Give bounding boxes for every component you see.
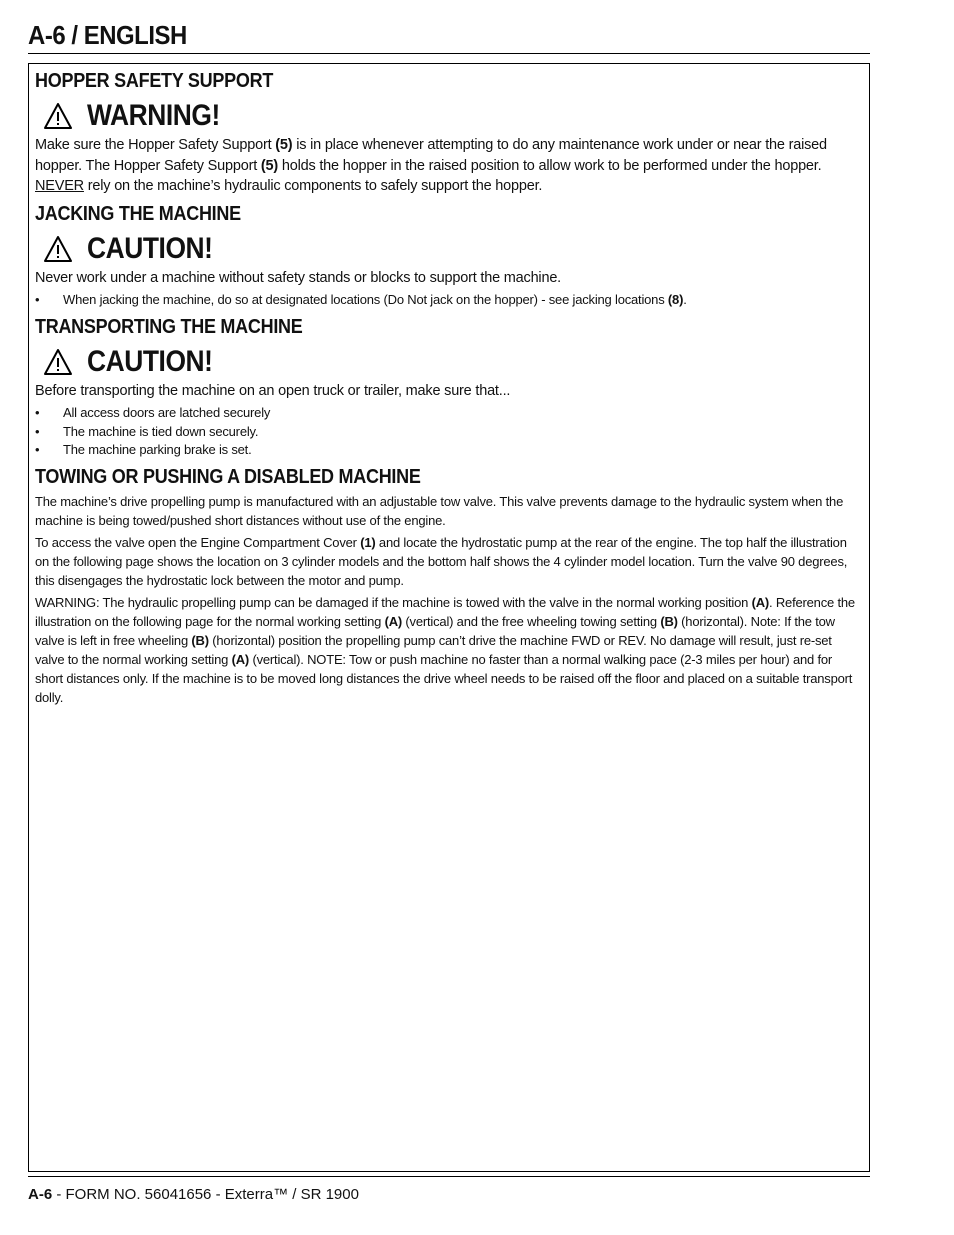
content-frame <box>28 63 870 1172</box>
hopper-never-paragraph: NEVER rely on the machine’s hydraulic components to safely support the hopper. <box>35 178 543 194</box>
section-heading-transport: TRANSPORTING THE MACHINE <box>35 315 303 338</box>
never-emphasis: NEVER <box>35 178 84 194</box>
warning-alert <box>43 99 863 133</box>
page-number: A-6 <box>28 1186 53 1203</box>
caution-alert <box>43 232 863 266</box>
alert-label: CAUTION! <box>87 231 213 265</box>
section-heading-jacking: JACKING THE MACHINE <box>35 202 241 225</box>
page-header <box>28 20 870 54</box>
list-item: • The machine parking brake is set. <box>35 441 863 460</box>
hopper-paragraph: Make sure the Hopper Safety Support (5) is in place whenever attempting to do any maintenance work under or near the raised hopper. The Hopper Safety Support (5) holds the hopper in the raised position to allow work to be performed under the hopper. <box>35 137 827 174</box>
warning-triangle-icon <box>43 235 73 263</box>
list-item: • All access doors are latched securely <box>35 404 863 423</box>
jacking-list <box>35 291 863 310</box>
towing-paragraph-3: WARNING: The hydraulic propelling pump can be damaged if the machine is towed with the valve in the normal working position (A). Reference the illustration on the following page for the normal working setting (A) (vertical) and the free wheeling towing setting (B) (horizontal). Note: If the tow valve is left in free wheeling (B) (horizontal) position the propelling pump can’t drive the machine FWD or REV. No damage will result, just re-set valve to the normal working setting (A) (vertical). NOTE: Tow or push machine no faster than a normal walking pace (2-3 miles per hour) and for short distances only. If the machine is to be moved long distances the drive wheel needs to be raised off the floor and placed on a suitable transport dolly. <box>35 594 855 705</box>
towing-paragraph-2: To access the valve open the Engine Compartment Cover (1) and locate the hydrostatic pump at the rear of the engine. The top half the illustration on the following page shows the location on 3 cylinder models and the bottom half shows the 4 cylinder model location. Turn the valve 90 degrees, this disengages the hydrostatic lock between the motor and pump. <box>35 534 848 588</box>
warning-triangle-icon <box>43 348 73 376</box>
caution-alert <box>43 345 863 379</box>
section-heading-towing: TOWING OR PUSHING A DISABLED MACHINE <box>35 465 421 488</box>
section-heading-hopper: HOPPER SAFETY SUPPORT <box>35 70 274 92</box>
transport-list <box>35 404 863 460</box>
page-footer <box>28 1176 870 1203</box>
warning-triangle-icon <box>43 102 73 130</box>
jacking-paragraph: Never work under a machine without safety stands or blocks to support the machine. <box>35 269 562 286</box>
towing-paragraph-1: The machine’s drive propelling pump is manufactured with an adjustable tow valve. This valve prevents damage to the hydraulic system when the machine is being towed/pushed short distances without use of the engine. <box>35 493 844 528</box>
transport-paragraph: Before transporting the machine on an open truck or trailer, make sure that... <box>35 382 511 399</box>
content <box>35 70 863 710</box>
list-item: • When jacking the machine, do so at designated locations (Do Not jack on the hopper) - see jacking locations (8). <box>35 291 863 310</box>
page-title: A-6 / ENGLISH <box>28 20 187 50</box>
form-info: - FORM NO. 56041656 - Exterra™ / SR 1900 <box>52 1186 359 1203</box>
list-item: • The machine is tied down securely. <box>35 423 863 442</box>
alert-label: CAUTION! <box>87 344 213 378</box>
alert-label: WARNING! <box>87 99 220 132</box>
